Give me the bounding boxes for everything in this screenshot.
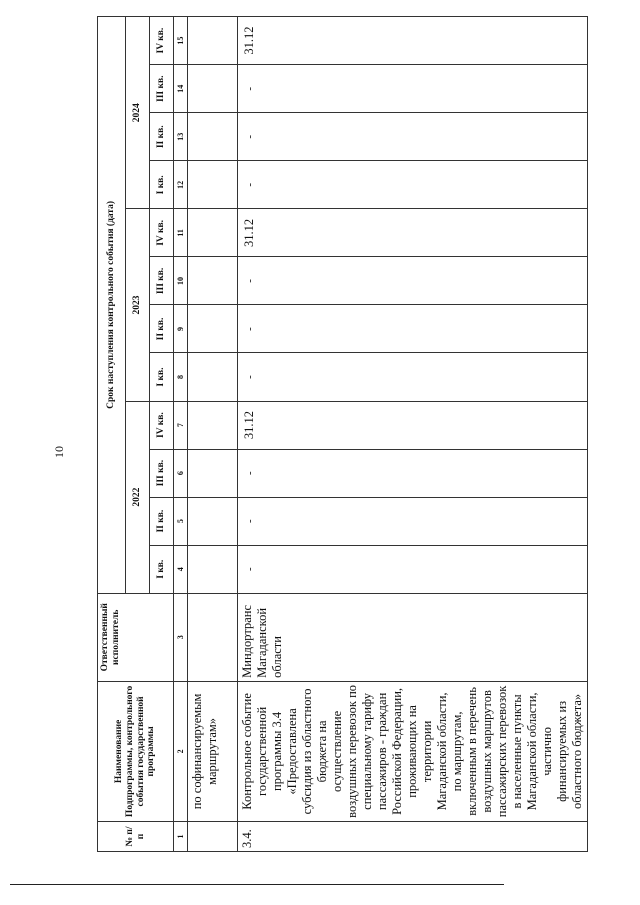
table-row bbox=[188, 17, 238, 852]
header-dates: Срок наступления контрольного события (дата) bbox=[98, 17, 126, 594]
date-cell bbox=[188, 545, 238, 593]
header-quarter: IV кв. bbox=[150, 17, 174, 65]
header-quarter: II кв. bbox=[150, 113, 174, 161]
date-cell bbox=[188, 17, 238, 65]
column-number: 1 bbox=[174, 821, 188, 851]
date-cell: - bbox=[238, 449, 588, 497]
header-quarter: III кв. bbox=[150, 449, 174, 497]
control-events-table bbox=[97, 16, 588, 852]
date-cell: 31.12 bbox=[238, 401, 588, 449]
column-number: 11 bbox=[174, 209, 188, 257]
table-row bbox=[238, 17, 588, 852]
date-cell bbox=[188, 353, 238, 401]
date-cell: 31.12 bbox=[238, 17, 588, 65]
date-cell bbox=[188, 65, 238, 113]
header-quarter: IV кв. bbox=[150, 401, 174, 449]
column-number: 13 bbox=[174, 113, 188, 161]
column-number: 4 bbox=[174, 545, 188, 593]
responsible bbox=[188, 593, 238, 681]
date-cell: - bbox=[238, 65, 588, 113]
date-cell: - bbox=[238, 353, 588, 401]
date-cell: - bbox=[238, 113, 588, 161]
date-cell bbox=[188, 305, 238, 353]
header-quarter: I кв. bbox=[150, 545, 174, 593]
date-cell: 31.12 bbox=[238, 209, 588, 257]
date-cell: - bbox=[238, 257, 588, 305]
date-cell bbox=[188, 401, 238, 449]
column-number: 8 bbox=[174, 353, 188, 401]
header-responsible: Ответственный исполнитель bbox=[98, 593, 174, 681]
date-cell bbox=[188, 449, 238, 497]
rotated-table-container bbox=[97, 16, 584, 852]
header-year-2022: 2022 bbox=[126, 401, 150, 593]
scan-edge-line bbox=[10, 884, 504, 885]
header-quarter: III кв. bbox=[150, 257, 174, 305]
header-name: Наименование Подпрограммы, контрольного события государственной программы bbox=[98, 681, 174, 821]
column-number: 3 bbox=[174, 593, 188, 681]
column-number: 12 bbox=[174, 161, 188, 209]
date-cell bbox=[188, 209, 238, 257]
header-quarter: III кв. bbox=[150, 65, 174, 113]
column-number: 15 bbox=[174, 17, 188, 65]
header-year-2023: 2023 bbox=[126, 209, 150, 401]
date-cell bbox=[188, 113, 238, 161]
column-number: 10 bbox=[174, 257, 188, 305]
header-no: № п/п bbox=[98, 821, 174, 851]
column-number: 7 bbox=[174, 401, 188, 449]
date-cell: - bbox=[238, 545, 588, 593]
date-cell bbox=[188, 257, 238, 305]
event-name: Контрольное событие государственной программы 3.4 «Предоставлена субсидия из областного бюджета на осуществление воздушных перевозок по специальному тарифу пассажиров - граждан Российской Федерации, проживающих на территории Магаданской области, по маршрутам, включенным в перечень воздушных маршрутов пассажирских перевозок в населенные пункты Магаданской области, частично финансируемых из областного бюджета» bbox=[238, 681, 588, 821]
date-cell bbox=[188, 497, 238, 545]
row-number: 3.4. bbox=[238, 821, 588, 851]
header-quarter: I кв. bbox=[150, 161, 174, 209]
column-number: 5 bbox=[174, 497, 188, 545]
header-quarter: II кв. bbox=[150, 497, 174, 545]
column-number: 6 bbox=[174, 449, 188, 497]
page-number: 10 bbox=[52, 446, 66, 458]
date-cell: - bbox=[238, 497, 588, 545]
column-number: 14 bbox=[174, 65, 188, 113]
column-number: 2 bbox=[174, 681, 188, 821]
responsible: Миндортранс Магаданской области bbox=[238, 593, 588, 681]
header-quarter: IV кв. bbox=[150, 209, 174, 257]
date-cell: - bbox=[238, 161, 588, 209]
date-cell: - bbox=[238, 305, 588, 353]
header-quarter: II кв. bbox=[150, 305, 174, 353]
event-name: по софинансируемым маршрутам» bbox=[188, 681, 238, 821]
header-year-2024: 2024 bbox=[126, 17, 150, 209]
row-number bbox=[188, 821, 238, 851]
date-cell bbox=[188, 161, 238, 209]
header-quarter: I кв. bbox=[150, 353, 174, 401]
column-number: 9 bbox=[174, 305, 188, 353]
